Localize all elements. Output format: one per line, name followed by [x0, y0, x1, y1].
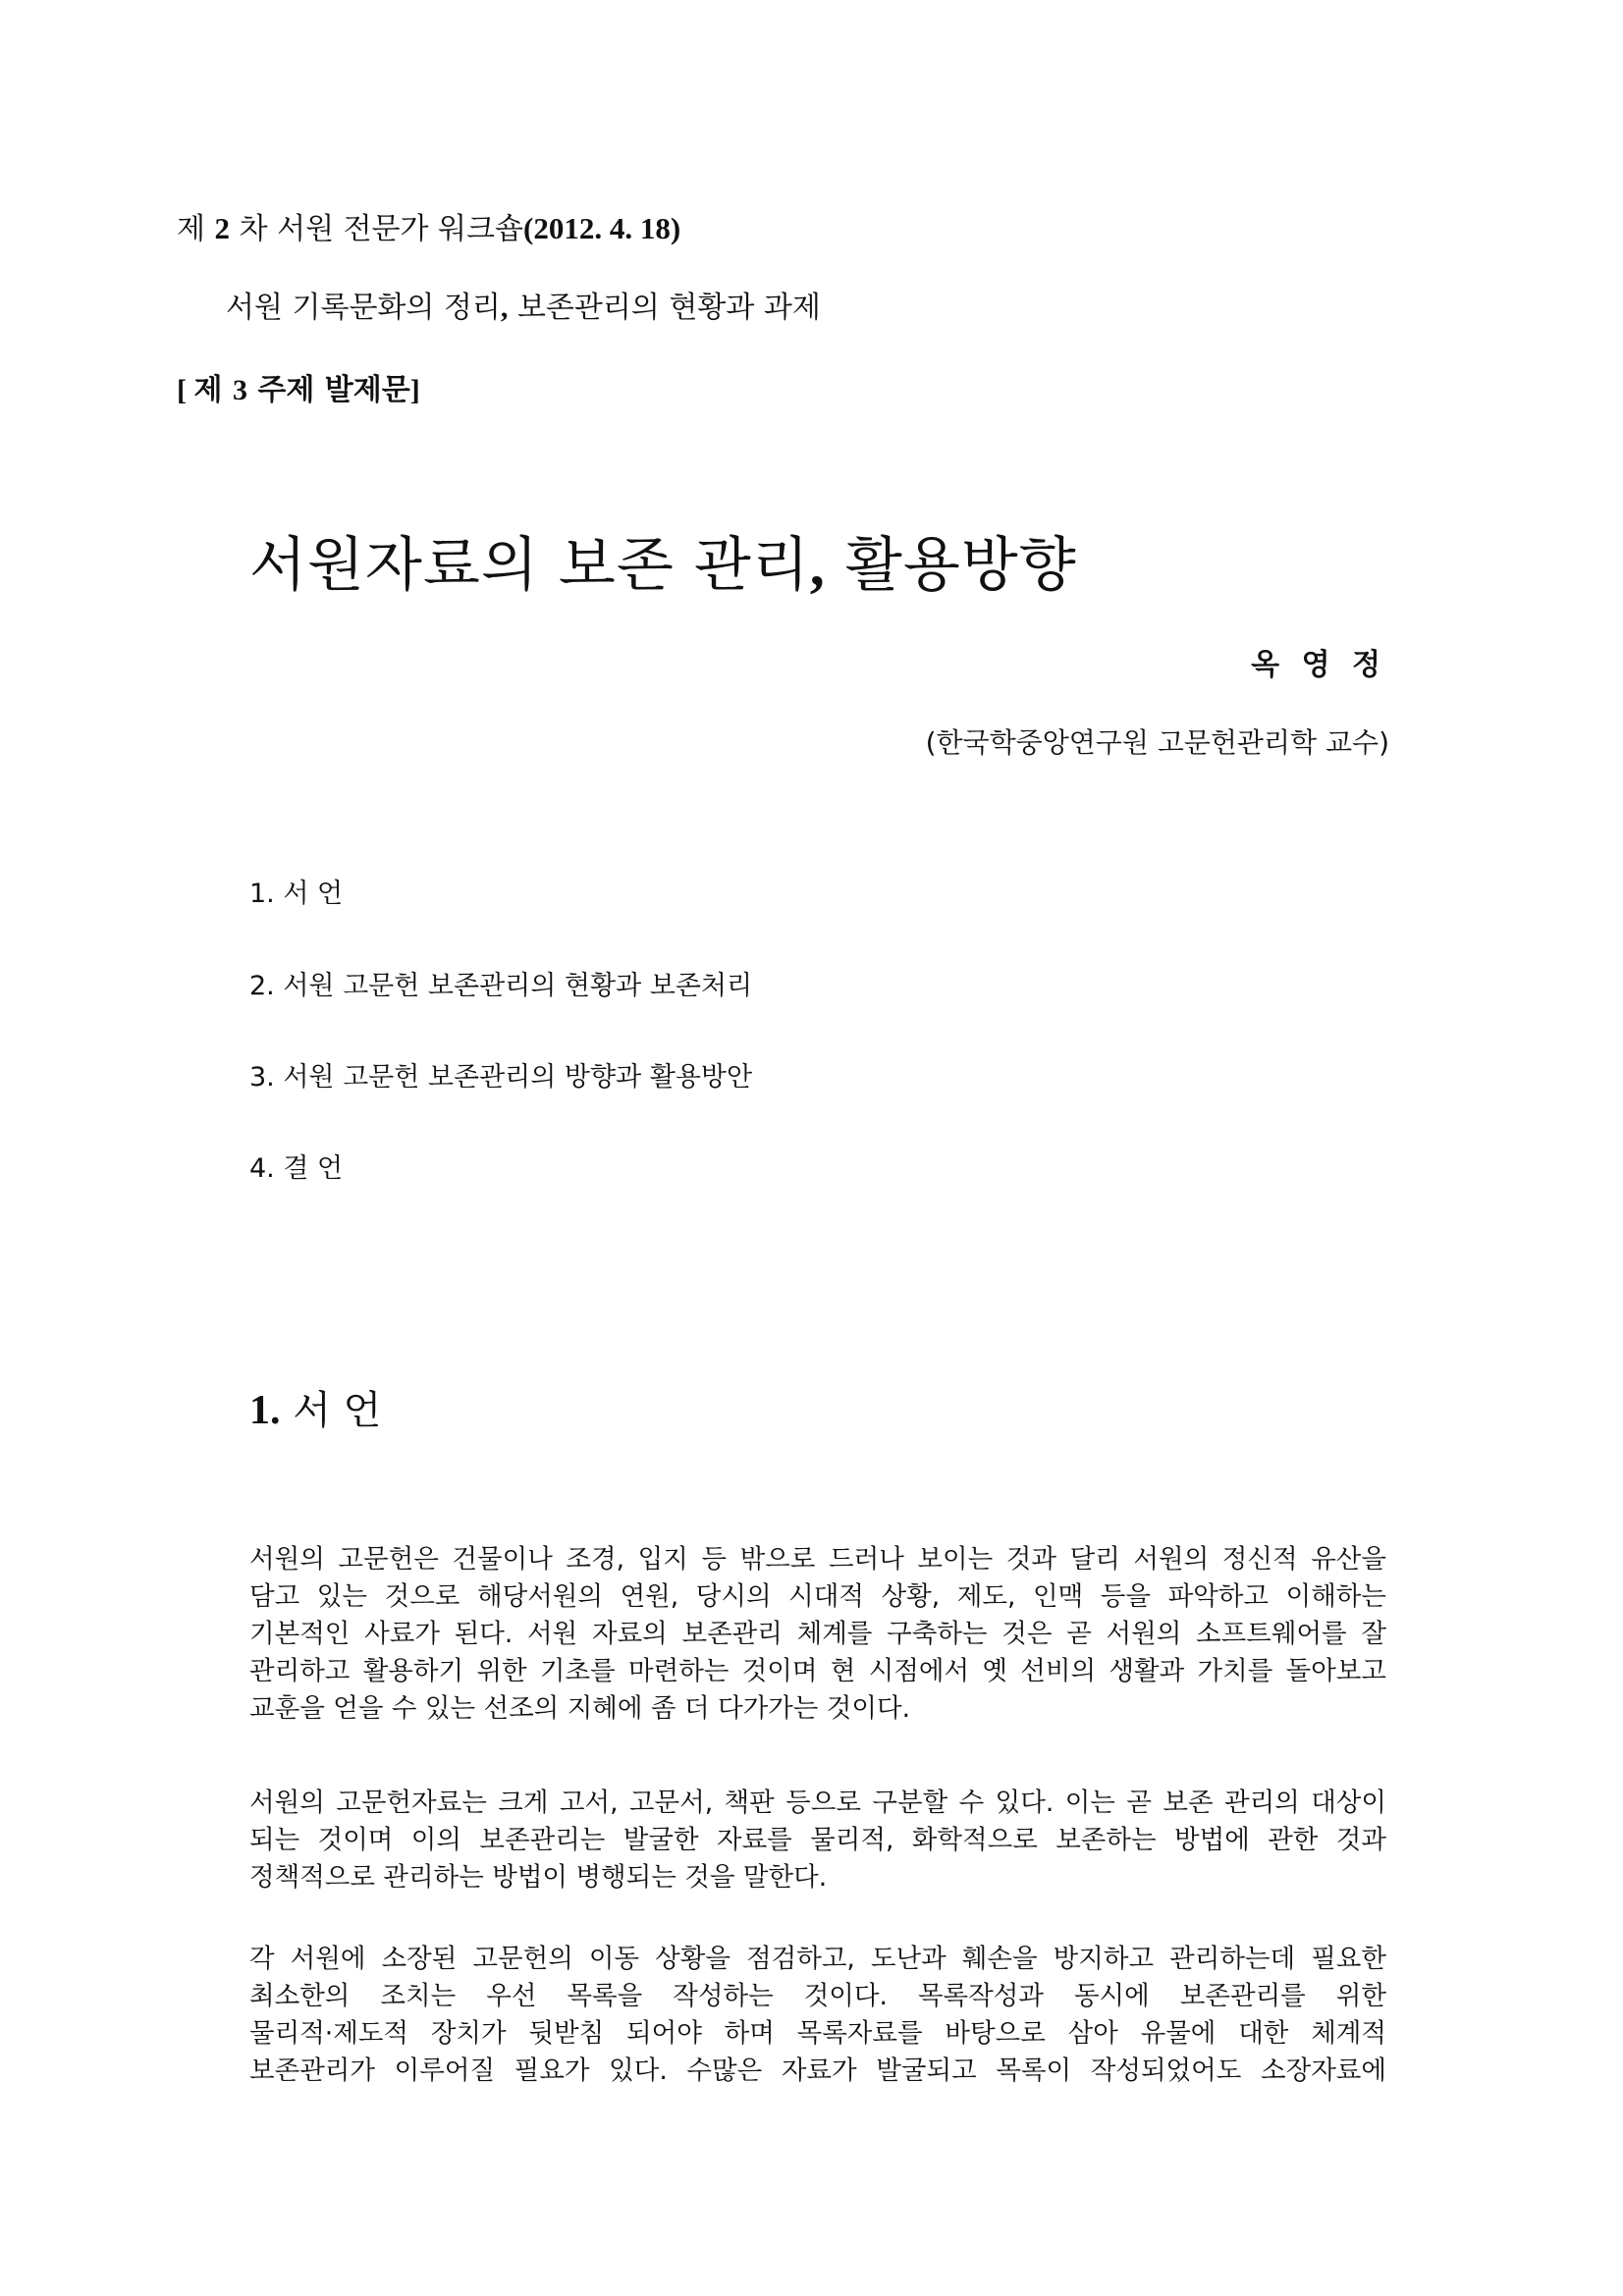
body-paragraph — [249, 1941, 1386, 2090]
paragraph-line: 담고 있는 것으로 해당서원의 연원, 당시의 시대적 상황, 제도, 인맥 등을 파악하고 이해하는 — [249, 1581, 1386, 1612]
author-affiliation: (한국학중앙연구원 고문헌관리학 교수) — [925, 726, 1389, 759]
paragraph-line: 기본적인 사료가 된다. 서원 자료의 보존관리 체계를 구축하는 것은 곧 서원의 소프트웨어를 잘 — [249, 1619, 1386, 1649]
topic-open-bracket: [ — [177, 374, 194, 406]
theme-comma: , — [500, 292, 509, 324]
toc-item: 4. 결 언 — [249, 1153, 344, 1184]
paragraph-line: 정책적으로 관리하는 방법이 병행되는 것을 말한다. — [249, 1862, 828, 1893]
paragraph-line: 서원의 고문헌자료는 크게 고서, 고문서, 책판 등으로 구분할 수 있다. 이는 곧 보존 관리의 대상이 — [249, 1788, 1386, 1818]
workshop-header — [177, 204, 680, 247]
paragraph-line: 되는 것이며 이의 보존관리는 발굴한 자료를 물리적, 화학적으로 보존하는 방법에 관한 것과 — [249, 1825, 1386, 1855]
section-number: 1. — [249, 1388, 281, 1433]
theme-part-a: 서원 기록문화의 정리 — [226, 291, 501, 325]
paragraph-line: 관리하고 활용하기 위한 기초를 마련하는 것이며 현 시점에서 옛 선비의 생활과 가치를 돌아보고 — [249, 1656, 1386, 1686]
section-title: 서 언 — [280, 1388, 382, 1433]
body-paragraph — [249, 1541, 1386, 1728]
title-part-b: 활용방향 — [825, 531, 1077, 600]
workshop-prefix: 제 — [177, 212, 215, 246]
author-name: 옥 영 정 — [1251, 648, 1386, 682]
workshop-date: (2012. 4. 18) — [523, 211, 681, 245]
topic-close-bracket: ] — [409, 374, 420, 406]
page-title — [249, 518, 1077, 603]
paragraph-line: 서원의 고문헌은 건물이나 조경, 입지 등 밖으로 드러나 보이는 것과 달리 서원의 정신적 유산을 — [249, 1544, 1386, 1575]
body-paragraph — [249, 1785, 1386, 1896]
topic-post: 주제 발제문 — [246, 373, 410, 407]
toc-item: 3. 서원 고문헌 보존관리의 방향과 활용방안 — [249, 1062, 753, 1093]
workshop-theme — [226, 283, 821, 326]
paragraph-line: 보존관리가 이루어질 필요가 있다. 수많은 자료가 발굴되고 목록이 작성되었어도 소장자료에 — [249, 2056, 1386, 2086]
workshop-label: 차 서원 전문가 워크숍 — [230, 212, 523, 246]
toc-item: 2. 서원 고문헌 보존관리의 현황과 보존처리 — [249, 971, 753, 1001]
topic-pre: 제 — [193, 373, 233, 407]
workshop-number: 2 — [214, 211, 231, 245]
section-heading — [249, 1379, 381, 1435]
paragraph-line: 교훈을 얻을 수 있는 선조의 지혜에 좀 더 다가가는 것이다. — [249, 1693, 911, 1724]
toc-item: 1. 서 언 — [249, 879, 344, 909]
topic-number: 3 — [232, 374, 247, 406]
topic-label — [177, 365, 420, 408]
paragraph-line: 각 서원에 소장된 고문헌의 이동 상황을 점검하고, 도난과 훼손을 방지하고 관리하는데 필요한 — [249, 1944, 1386, 1974]
title-comma: , — [809, 533, 826, 598]
theme-part-b: 보존관리의 현황과 과제 — [508, 291, 821, 325]
paragraph-line: 최소한의 조치는 우선 목록을 작성하는 것이다. 목록작성과 동시에 보존관리를 위한 — [249, 1981, 1386, 2011]
paragraph-line: 물리적·제도적 장치가 뒷받침 되어야 하며 목록자료를 바탕으로 삼아 유물에 대한 체계적 — [249, 2018, 1386, 2049]
title-part-a: 서원자료의 보존 관리 — [249, 531, 810, 600]
